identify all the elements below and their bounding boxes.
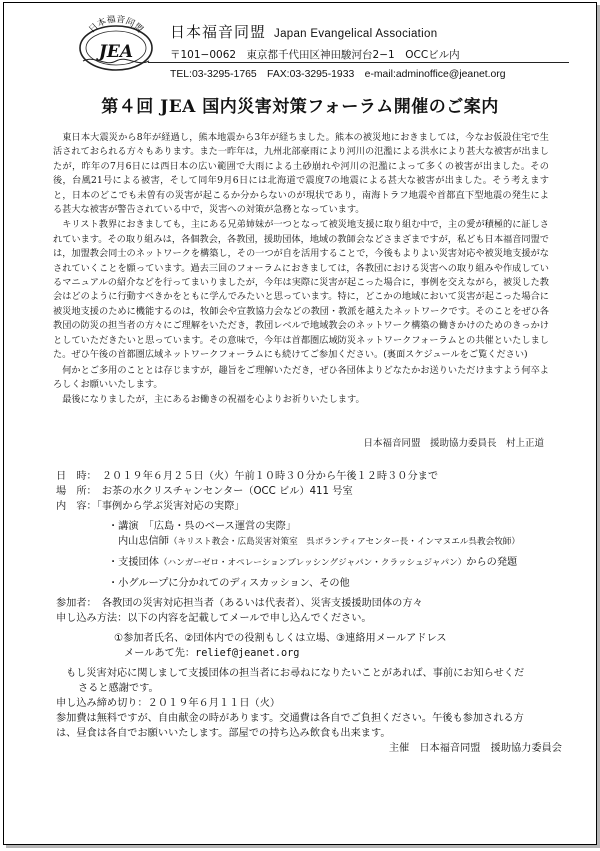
event-host: 主催 日本福音同盟 援助協力委員会 [388, 743, 562, 754]
org-name-en: Japan Evangelical Association [274, 28, 438, 40]
letter-body [53, 131, 549, 408]
event-participants: 参加者： 各教団の災害対応担当者（あるいは代表者）、災害支援援助団体の方々 [56, 598, 423, 609]
event-venue: 場 所： お茶の水クリスチャンセンター（OCC ビル）411 号室 [56, 486, 353, 497]
logo-jea-text: JEA [98, 42, 134, 62]
body-paragraph: 東日本大震災から8年が経過し，熊本地震から3年が経ちました。熊本の被災地におきましては，今なお仮設住宅で生活されておられる方々もあります。また一昨年は，九州北部豪雨により河川の氾濫による洪水により甚大な被害が出ましたが，昨年の7月6日には西日本の広い範囲で大雨による土砂崩れや河川の氾濫によって多くの被害が出ました。その後，台風21号による被害，そして同年9月6日には北海道で震度7の地震による甚大な被害が出ました。そう考えますと，日本のどこでも未曽有の災害が起こるか分からないのが現状であり，南海トラフ地震や首都直下型地震の発生による甚大な被害が警告されている中で，災害への対策が急務となっています。 [53, 132, 549, 216]
support-groups-names: （ハンガーゼロ・オペレーションブレッシングジャパン・クラッシュジャパン） [158, 558, 467, 568]
org-name-jp: 日本福音同盟 [170, 23, 267, 41]
jea-logo [75, 15, 157, 75]
lecturer [56, 534, 566, 550]
event-group-discussion: ・小グループに分かれてのディスカッション、その他 [108, 578, 350, 589]
mail-to [56, 646, 566, 661]
mail-to-label: メールあて先： [124, 648, 196, 659]
fee-note-line2: は、昼食は各自でお願いいたします。部屋での持ち込み飲食も出来ます。 [56, 728, 391, 739]
event-lecture: ・講演 「広島・呉のベース運営の実際」 [108, 521, 296, 532]
inquiry-note-line2: さると感謝です。 [78, 683, 159, 694]
application-deadline: 申し込み締め切り：２０１９年６月１１日（火） [56, 698, 281, 709]
signature: 日本福音同盟 援助協力委員長 村上正道 [363, 438, 544, 449]
logo-arc-text: 日本福音同盟 [87, 15, 145, 36]
document-page [3, 2, 597, 845]
fee-note-line1: 参加費は無料ですが、自由献金の時があります。交通費は各自でご負担ください。午後も参加される方 [56, 713, 524, 724]
document-title: 第４回 JEA 国内災害対策フォーラム開催のご案内 [101, 97, 499, 117]
org-address: 〒101−0062 東京都千代田区神田駿河台2−1 OCCビル内 [170, 49, 460, 61]
event-datetime: 日 時： ２０１９年６月２５日（火）午前１０時３０分から午後１２時３０分まで [56, 471, 439, 482]
org-name [170, 25, 437, 42]
lecturer-affiliation: （キリスト教会・広島災害対策室 呉ボランティアセンター長・インマヌエル呉教会牧師） [168, 537, 520, 547]
body-paragraph: キリスト教界におきましても，主にある兄弟姉妹が一つとなって被災地支援に取り組む中で，主の愛が積極的に証しされています。その取り組みは，各個教会，各教団，援助団体，地域の教師会などさまざまですが，私ども日本福音同盟では，加盟教会同士のネットワークを構築し，その一つが自を活用することで，今後もよりよい災害対応や被災地支援がなされていくことを願っています。過去三回のフォーラムにおきましては，各教団における災害への取り組みや作成しているマニュアルの紹介などを行ってまいりましたが，今年は実際に災害が起こった場合に，事例を交えながら，被災した教会はどのように行動すべきかをともに学んでみたいと思っています。特に，どこかの地域において災害が起こった場合に被災地支援のために機能するのは，牧師会や宣教協力会などの教団・教派を越えたネットワークです。そのことをぜひ各教団の防災の担当者の方々にご理解をいただき，教団レベルで地域教会のネットワーク構築の働きかけのためのきっかけとしていただきたいと思っています。その意味で，今年は首都圏広域防災ネットワークフォーラムとの共催といたしました。ぜひ午後の首都圏広域ネットワークフォーラムにも続けてご参加ください。(裏面スケジュールをご覧ください) [53, 219, 549, 361]
apply-items: ①参加者氏名、②団体内での役割もしくは立場、③連絡用メールアドレス [114, 633, 447, 644]
body-paragraph: 最後になりましたが，主にあるお働きの祝福を心よりお祈りいたします。 [62, 394, 365, 406]
lecturer-name: 内山忠信師 [118, 536, 169, 547]
header-rule [148, 62, 569, 63]
event-details [56, 469, 566, 756]
support-groups-suffix: からの発題 [466, 557, 518, 568]
body-paragraph: 何かとご多用のこととは存じますが，趣旨をご理解いただき，ぜひ各団体よりどなたかお送りいただけますよう何卒よろしくお願いいたします。 [53, 364, 549, 390]
event-support-groups [56, 555, 566, 571]
support-groups-label: ・支援団体 [108, 557, 159, 568]
how-to-apply: 申し込み方法：以下の内容を記載してメールで申し込んでください。 [56, 613, 372, 624]
mail-to-address[interactable]: relief@jeanet.org [195, 648, 300, 659]
org-contact: TEL:03-3295-1765 FAX:03-3295-1933 e-mail:adminoffice@jeanet.org [170, 69, 506, 80]
event-content-heading: 内 容：「事例から学ぶ災害対応の実際」 [56, 501, 245, 512]
inquiry-note-line1: もし災害対応に関しまして支援団体の担当者にお尋ねになりたいことがあれば、事前にお知らせくだ [66, 668, 525, 679]
